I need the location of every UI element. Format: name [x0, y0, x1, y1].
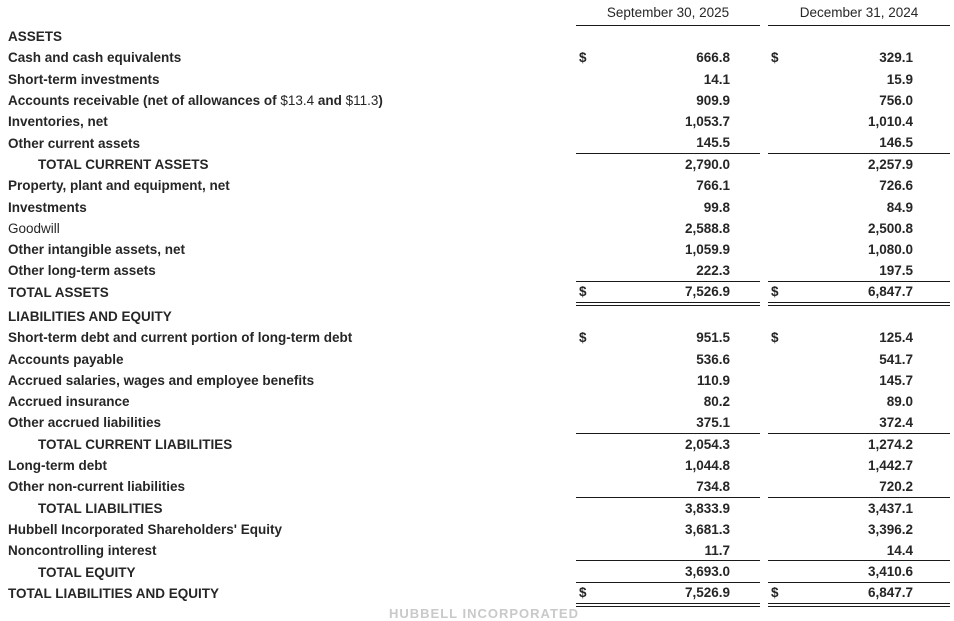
value: 766.1 — [696, 178, 730, 194]
value: 99.8 — [703, 199, 730, 215]
row-label: Short-term investments — [8, 71, 160, 87]
row-label: TOTAL LIABILITIES — [38, 500, 163, 516]
row-label-segment: and — [314, 93, 346, 109]
value: 3,396.2 — [867, 521, 913, 537]
value: 2,790.0 — [684, 156, 730, 172]
dollar-sign: $ — [771, 330, 779, 346]
row-noncontrolling-interest — [0, 540, 954, 561]
row-accrued-insurance — [0, 391, 954, 412]
row-goodwill — [0, 218, 954, 239]
value-cell-col2 — [768, 282, 950, 303]
double-rule-line — [768, 604, 950, 607]
value: 1,053.7 — [684, 114, 730, 130]
value-cell-col1 — [576, 476, 760, 497]
value-cell-col1 — [576, 306, 760, 327]
row-label-segment: $11.3 — [345, 93, 379, 109]
value-cell-col1 — [576, 498, 760, 519]
section-assets — [0, 26, 954, 47]
row-label: Property, plant and equipment, net — [8, 178, 230, 194]
value: 6,847.7 — [867, 284, 913, 300]
row-label: TOTAL ASSETS — [8, 284, 109, 300]
value: 756.0 — [879, 93, 913, 109]
value-cell-col2 — [768, 370, 950, 391]
value-cell-col1 — [576, 455, 760, 476]
row-total-assets — [0, 282, 954, 303]
value: 3,410.6 — [867, 564, 913, 580]
section-liabilities-and-equity — [0, 306, 954, 327]
value: 541.7 — [879, 351, 913, 367]
value: 14.4 — [886, 542, 913, 558]
row-other-current-assets — [0, 132, 954, 153]
row-total-liabilities-and-equity — [0, 583, 954, 604]
value-cell-col2 — [768, 519, 950, 540]
value-cell-col2 — [768, 561, 950, 582]
row-label: ASSETS — [8, 29, 63, 45]
value: 726.6 — [879, 178, 913, 194]
row-accrued-salaries — [0, 370, 954, 391]
value-cell-col1 — [576, 175, 760, 196]
row-long-term-debt — [0, 455, 954, 476]
column-header-row — [0, 0, 954, 26]
row-other-intangible-assets — [0, 239, 954, 260]
dollar-sign: $ — [579, 284, 587, 300]
value: 1,274.2 — [867, 436, 913, 452]
value: 2,054.3 — [684, 436, 730, 452]
value: 1,059.9 — [684, 242, 730, 258]
row-other-long-term-assets — [0, 260, 954, 281]
value-cell-col1 — [576, 282, 760, 303]
value: 329.1 — [879, 50, 913, 66]
dollar-sign: $ — [771, 585, 779, 601]
value-cell-col2 — [768, 196, 950, 217]
column-header-date-1: September 30, 2025 — [606, 5, 730, 20]
row-label: Inventories, net — [8, 114, 108, 130]
row-cash-and-cash-equivalents — [0, 47, 954, 68]
value-cell-col1 — [576, 111, 760, 132]
row-label: TOTAL EQUITY — [38, 564, 136, 580]
value-cell-col2 — [768, 111, 950, 132]
dollar-sign: $ — [771, 284, 779, 300]
row-label: Other non-current liabilities — [8, 479, 186, 495]
value: 14.1 — [703, 71, 730, 87]
value: 734.8 — [696, 478, 730, 494]
value-cell-col2 — [768, 26, 950, 47]
row-short-term-debt — [0, 327, 954, 348]
value: 909.9 — [696, 93, 730, 109]
value-cell-col1 — [576, 561, 760, 582]
row-label: Long-term debt — [8, 458, 107, 474]
value-cell-col2 — [768, 175, 950, 196]
value-cell-col1 — [576, 391, 760, 412]
value: 84.9 — [886, 199, 913, 215]
row-inventories-net — [0, 111, 954, 132]
value: 1,442.7 — [867, 458, 913, 474]
value: 536.6 — [696, 351, 730, 367]
value-cell-col2 — [768, 540, 950, 561]
value: 6,847.7 — [867, 585, 913, 601]
row-label — [0, 93, 576, 108]
value-cell-col1 — [576, 348, 760, 369]
value-cell-col1 — [576, 519, 760, 540]
row-investments — [0, 196, 954, 217]
value-cell-col2 — [768, 583, 950, 604]
value: 951.5 — [696, 330, 730, 346]
value-cell-col2 — [768, 306, 950, 327]
row-label: Other intangible assets, net — [8, 242, 186, 258]
row-other-accrued-liabilities — [0, 412, 954, 433]
value-cell-col1 — [576, 370, 760, 391]
row-label: Noncontrolling interest — [8, 543, 157, 559]
value: 3,681.3 — [684, 521, 730, 537]
value: 110.9 — [696, 372, 730, 388]
row-label: LIABILITIES AND EQUITY — [8, 309, 172, 324]
value-cell-col1 — [576, 239, 760, 260]
value-cell-col2 — [768, 348, 950, 369]
value-cell-col1 — [576, 218, 760, 239]
row-other-non-current-liabilities — [0, 476, 954, 497]
row-total-current-assets — [0, 154, 954, 175]
row-short-term-investments — [0, 69, 954, 90]
row-label: Goodwill — [8, 220, 60, 236]
value: 89.0 — [886, 394, 913, 410]
value-cell-col1 — [576, 132, 760, 153]
row-label: TOTAL CURRENT ASSETS — [38, 156, 209, 172]
value: 11.7 — [704, 542, 730, 558]
value: 2,588.8 — [684, 220, 730, 236]
value-cell-col1 — [576, 69, 760, 90]
row-accounts-receivable — [0, 90, 954, 111]
row-label: Other current assets — [8, 135, 141, 151]
value: 7,526.9 — [684, 585, 730, 601]
value-cell-col1 — [576, 90, 760, 111]
value-cell-col1 — [576, 412, 760, 433]
value: 146.5 — [879, 135, 913, 151]
value-cell-col2 — [768, 47, 950, 68]
row-label: Accrued insurance — [8, 394, 130, 410]
value-cell-col1 — [576, 154, 760, 175]
value-cell-col1 — [576, 196, 760, 217]
value: 145.7 — [879, 372, 913, 388]
row-label: Investments — [8, 199, 87, 215]
value-cell-col2 — [768, 455, 950, 476]
row-total-liabilities — [0, 498, 954, 519]
value: 2,257.9 — [867, 156, 913, 172]
row-label: Other accrued liabilities — [8, 415, 162, 431]
value-cell-col1 — [576, 26, 760, 47]
row-label: Short-term debt and current portion of long-term debt — [8, 330, 353, 346]
value: 1,080.0 — [867, 242, 913, 258]
value-cell-col1 — [576, 327, 760, 348]
row-label: Cash and cash equivalents — [8, 50, 182, 66]
value: 80.2 — [703, 394, 730, 410]
row-label-segment: $13.4 — [280, 93, 315, 109]
row-total-current-liabilities — [0, 434, 954, 455]
row-label: TOTAL LIABILITIES AND EQUITY — [8, 585, 220, 601]
value-cell-col1 — [576, 260, 760, 281]
value-cell-col2 — [768, 498, 950, 519]
column-header-period-1 — [576, 0, 760, 26]
value: 7,526.9 — [684, 284, 730, 300]
row-hubbell-shareholders-equity — [0, 519, 954, 540]
value-cell-col2 — [768, 132, 950, 153]
row-label: Accrued salaries, wages and employee benefits — [8, 372, 315, 388]
value-cell-col2 — [768, 90, 950, 111]
dollar-sign: $ — [579, 330, 587, 346]
value: 145.5 — [696, 135, 730, 151]
value: 1,010.4 — [867, 114, 913, 130]
value-cell-col2 — [768, 476, 950, 497]
value-cell-col2 — [768, 218, 950, 239]
row-label: Other long-term assets — [8, 263, 156, 279]
row-total-equity — [0, 561, 954, 582]
row-label-segment: ) — [378, 93, 383, 109]
value-cell-col2 — [768, 69, 950, 90]
value: 666.8 — [696, 50, 730, 66]
value-cell-col1 — [576, 540, 760, 561]
footer-clipped-text: HUBBELL INCORPORATED — [389, 606, 579, 621]
value: 375.1 — [696, 414, 730, 430]
value: 222.3 — [696, 262, 730, 278]
value: 720.2 — [879, 478, 913, 494]
value-cell-col2 — [768, 260, 950, 281]
value-cell-col2 — [768, 434, 950, 455]
value: 197.5 — [879, 262, 913, 278]
value: 3,693.0 — [684, 564, 730, 580]
row-label-segment: Accounts receivable (net of allowances of — [8, 93, 281, 109]
row-accounts-payable — [0, 348, 954, 369]
value-cell-col1 — [576, 583, 760, 604]
value-cell-col1 — [576, 434, 760, 455]
value: 125.4 — [879, 330, 913, 346]
value-cell-col2 — [768, 327, 950, 348]
table-body — [0, 26, 954, 607]
column-header-period-2 — [768, 0, 950, 26]
row-property-plant-equipment — [0, 175, 954, 196]
dollar-sign: $ — [579, 50, 587, 66]
row-label: Hubbell Incorporated Shareholders' Equity — [8, 521, 283, 537]
row-label: TOTAL CURRENT LIABILITIES — [38, 436, 233, 452]
value: 3,833.9 — [684, 500, 730, 516]
value-cell-col2 — [768, 154, 950, 175]
value-cell-col1 — [576, 47, 760, 68]
value: 2,500.8 — [867, 220, 913, 236]
value: 372.4 — [879, 414, 913, 430]
value-cell-col2 — [768, 239, 950, 260]
row-label: Accounts payable — [8, 351, 124, 367]
value-cell-col2 — [768, 412, 950, 433]
value: 15.9 — [886, 71, 913, 87]
column-header-date-2: December 31, 2024 — [799, 5, 919, 20]
double-rule-line — [576, 604, 760, 607]
dollar-sign: $ — [579, 585, 587, 601]
value-cell-col2 — [768, 391, 950, 412]
value: 3,437.1 — [867, 500, 913, 516]
dollar-sign: $ — [771, 50, 779, 66]
value: 1,044.8 — [684, 458, 730, 474]
